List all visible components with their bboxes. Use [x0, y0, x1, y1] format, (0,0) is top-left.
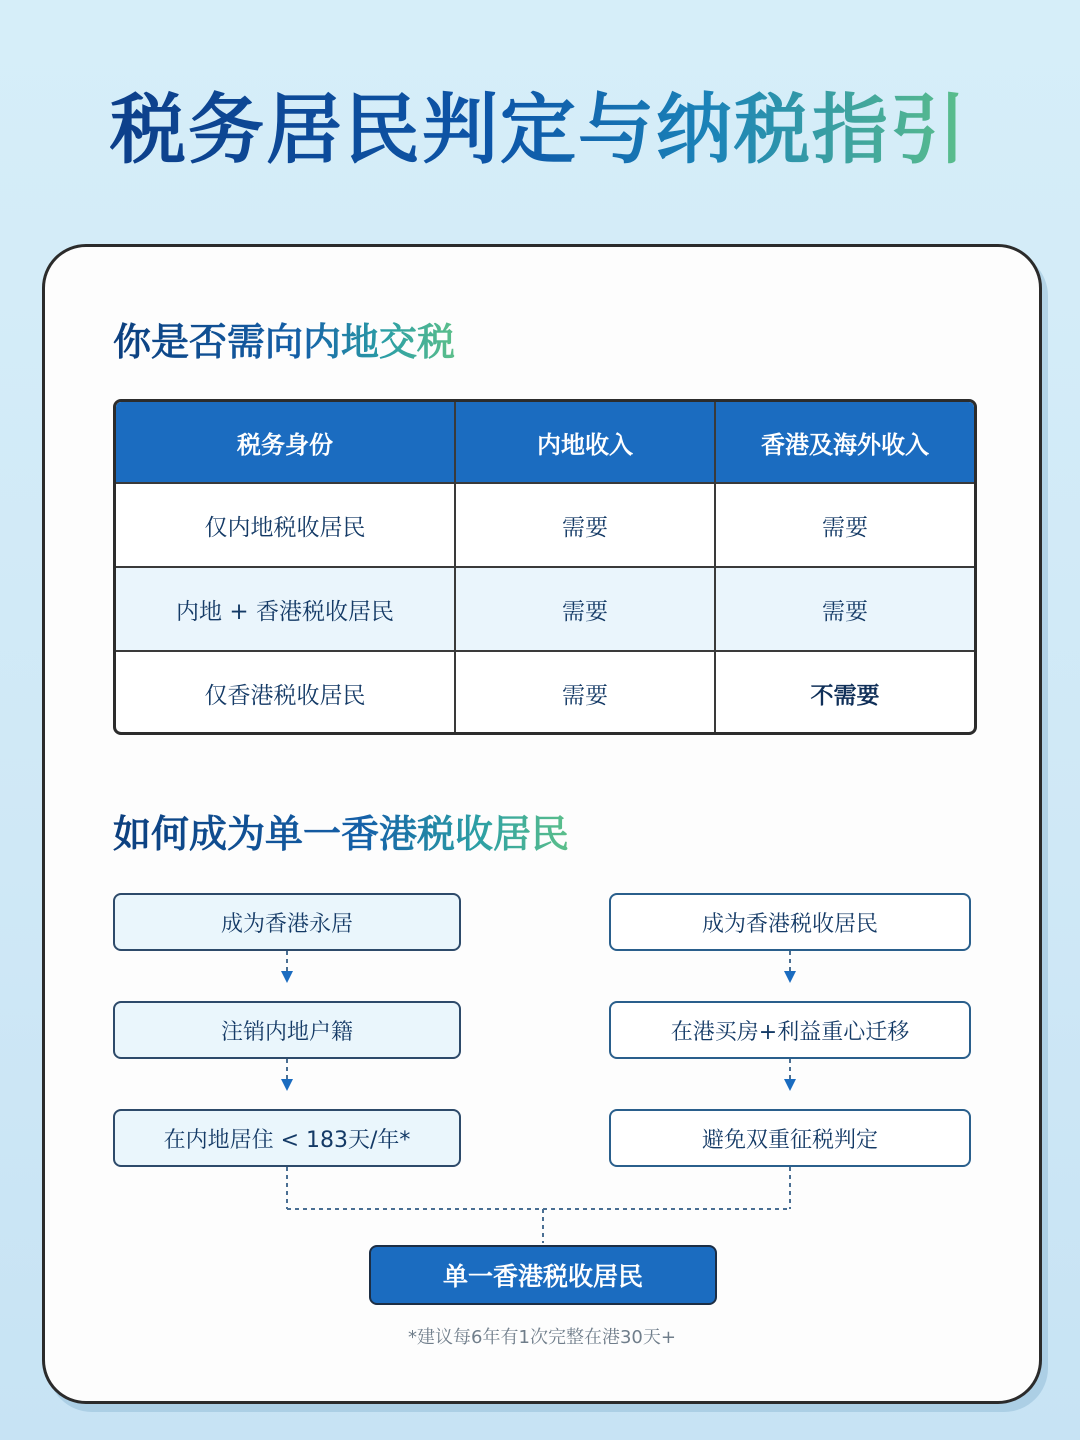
flow-step-left-1: 成为香港永居 — [113, 893, 461, 951]
column-header-mainland-income: 内地收入 — [456, 402, 716, 482]
flow-step-right-3: 避免双重征税判定 — [609, 1109, 971, 1167]
flow-step-left-3: 在内地居住 < 183天/年* — [113, 1109, 461, 1167]
footnote: *建议每6年有1次完整在港30天+ — [408, 1327, 676, 1348]
flow-step-left-2: 注销内地户籍 — [113, 1001, 461, 1059]
flow-connectors — [45, 247, 1039, 1401]
table-cell-mainland: 需要 — [456, 484, 716, 566]
page-title: 税务居民判定与纳税指引 — [110, 85, 968, 174]
table-cell-mainland: 需要 — [456, 568, 716, 650]
content-card — [42, 244, 1042, 1404]
table-cell-status: 仅内地税收居民 — [116, 484, 456, 566]
table-cell-hk-overseas: 需要 — [822, 598, 868, 625]
table-cell-hk-overseas: 需要 — [822, 514, 868, 541]
table-cell-mainland: 需要 — [456, 652, 716, 734]
table-cell-status: 内地 + 香港税收居民 — [116, 568, 456, 650]
column-header-hk-overseas-income: 香港及海外收入 — [761, 430, 929, 459]
column-header-tax-status: 税务身份 — [116, 402, 456, 482]
section-heading-tax-need: 你是否需向内地交税 — [113, 311, 455, 366]
table-cell-hk-overseas: 不需要 — [810, 682, 880, 709]
table-cell-status: 仅香港税收居民 — [116, 652, 456, 734]
result-box: 单一香港税收居民 — [369, 1245, 717, 1305]
flow-step-right-2: 在港买房+利益重心迁移 — [609, 1001, 971, 1059]
flow-step-right-1: 成为香港税收居民 — [609, 893, 971, 951]
section-heading-single-hk-resident: 如何成为单一香港税收居民 — [113, 803, 569, 858]
